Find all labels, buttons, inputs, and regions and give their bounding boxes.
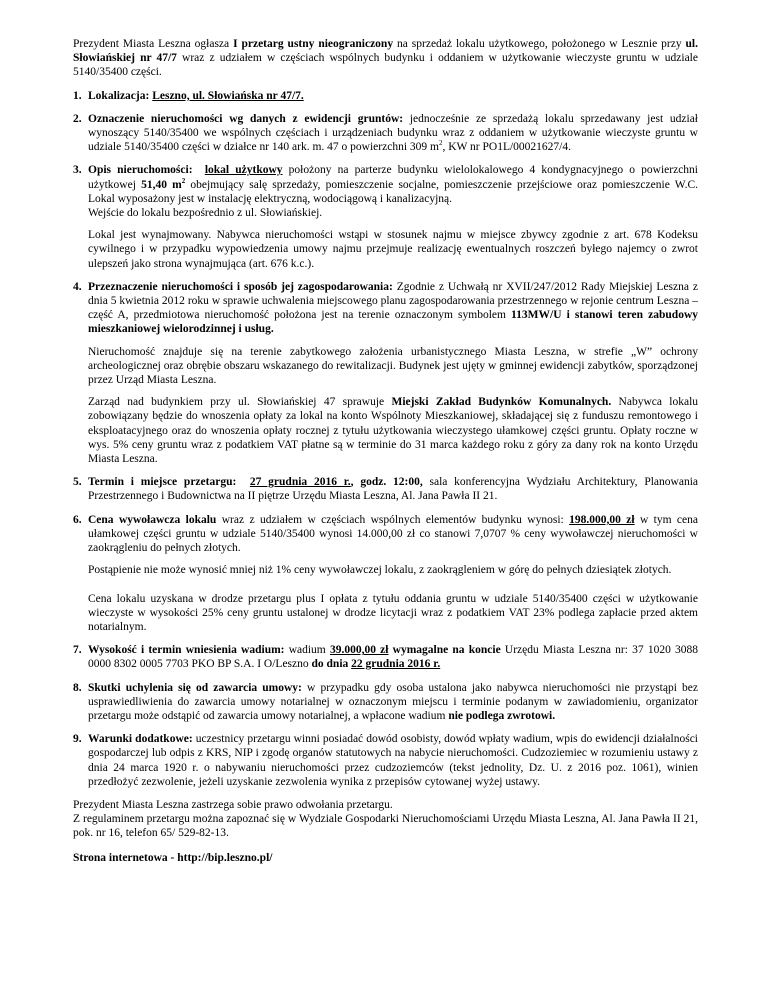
- section-title: Przeznaczenie nieruchomości i sposób jej zagospodarowania:: [88, 280, 393, 293]
- section-number: 2.: [73, 112, 82, 125]
- manager-name: Miejski Zakład Budynków Komunalnych.: [391, 396, 612, 409]
- section-land-registry: [73, 112, 698, 155]
- tender-type: I przetarg ustny nieograniczony: [233, 38, 394, 50]
- section-text: w tym cena ułamkowej części gruntu w udziale 5140/35400 wynosi 14.000,00 zł co stanowi 7,0707 % ceny wywoławczej nieruchomości w zaokrągleniu do pełnych złotych.: [88, 513, 698, 555]
- section-text: , KW nr PO1L/00021627/4.: [442, 141, 571, 154]
- section-text: wraz z udziałem w częściach wspólnych elementów budynku wynosi:: [216, 513, 570, 526]
- object-type: lokal użytkowy: [204, 164, 283, 177]
- payment-paragraph: Cena lokalu uzyskana w drodze przetargu plus I opłata z tytułu oddania gruntu w udziale 5140/35400 części w użytkowanie wieczyste w wysokości 25% ceny gruntu ustalonej w drodze licytacji wraz z podatkiem VAT 23% podlega zapłacie przed aktem notarialnym.: [88, 592, 698, 633]
- section-title: Cena wywoławcza lokalu: [88, 513, 217, 526]
- bank-account: Urzędu Miasta Leszna nr: 37 1020 3088 0000 8302 0005 7703 PKO BP S.A. I O/Leszno: [88, 644, 699, 671]
- property-address: ul. Słowiańskiej nr 47/7: [73, 38, 698, 65]
- intro-paragraph: [73, 37, 698, 80]
- intro-text: wraz z udziałem w częściach wspólnych budynku i oddaniem w użytkowanie wieczyste gruntu w udziale 5140/35400 części.: [73, 52, 698, 79]
- regulations-note: Z regulaminem przetargu można zapoznać się w Wydziale Gospodarki Nieruchomościami Urzędu Miasta Leszna, Al. Jana Pawła II 21, pok. nr 16, telefon 65/ 529-82-13.: [73, 813, 698, 840]
- usable-area: 51,40 m: [141, 178, 182, 191]
- starting-price: 198.000,00 zł: [569, 513, 635, 526]
- tender-place: sala konferencyjna Wydziału Architektury, Planowania Przestrzennego i Budownictwa na II piętrze Urzędu Miasta Leszna, Al. Jana Pawła II 21.: [88, 476, 698, 503]
- management-paragraph: Zarząd nad budynkiem przy ul. Słowiańskiej 47 sprawuje Miejski Zakład Budynków Komunalnych. Nabywca lokalu zobowiązany będzie do wnoszenia opłaty za lokal na konto Wspólnoty Mieszkaniowej, składającej się z funduszu remontowego i eksploatacyjnego oraz do wnoszenia opłaty rocznej z tytułu użytkowania wieczystego ułamkowej części gruntu. Opłaty roczne w wys. 5% ceny gruntu wraz z podatkiem VAT płatne są w terminie do 31 marca każdego roku z góry za dany rok na konto Urzędu Miasta Leszna.: [88, 396, 699, 466]
- section-purpose: [73, 280, 698, 466]
- section-deposit: 7. Wysokość i termin wniesienia wadium: wadium 39.000,00 zł wymagalne na koncie Urzędu Miasta Leszna nr: 37 1020 3088 0000 8302 0005 7703 PKO BP S.A. I O/Leszno do dnia 22 grudnia 2016 r.: [73, 644, 699, 671]
- tender-time: , godz. 12:00,: [350, 476, 423, 489]
- deposit-deadline: 22 grudnia 2016 r.: [351, 658, 441, 671]
- section-title: Lokalizacja:: [88, 89, 150, 102]
- intro-text: Prezydent Miasta Leszna ogłasza: [73, 38, 234, 50]
- zoning-symbol: 113MW/U i stanowi teren zabudowy mieszkaniowej wielorodzinnej i usług.: [88, 309, 698, 336]
- closing-paragraph: [73, 798, 698, 841]
- intro-text: na sprzedaż lokalu użytkowego, położonego w Lesznie przy: [393, 38, 686, 50]
- section-location: [73, 89, 698, 103]
- heritage-paragraph: Nieruchomość znajduje się na terenie zabytkowego założenia urbanistycznego Miasta Leszna, w strefie „W” ochrony archeologicznej oraz obrębie obszaru wskazanego do rewitalizacji. Budynek jest ujęty w gminnej ewidencji zabytków, sporządzonej przez Urząd Miasta Leszna.: [88, 345, 698, 387]
- section-title: Opis nieruchomości:: [88, 164, 193, 177]
- section-number: 8.: [73, 681, 82, 694]
- section-additional-conditions: [73, 732, 698, 789]
- tender-date: 27 grudnia 2016 r.: [249, 476, 351, 489]
- section-text: Zgodnie z Uchwałą nr XVII/247/2012 Rady Miejskiej Leszna z dnia 5 kwietnia 2012 roku w sprawie uchwalenia miejscowego planu zagospodarowania przestrzennego w rejonie centrum Leszna – część A, przedmiotowa nieruchomość położona jest na terenie oznaczonym symbolem: [88, 280, 698, 322]
- superscript: 2: [438, 139, 443, 148]
- section-title: Oznaczenie nieruchomości wg danych z ewidencji gruntów:: [88, 112, 404, 125]
- section-text: obejmujący salę sprzedaży, pomieszczenie socjalne, pomieszczenie przejściowe oraz pomieszczenie W.C. Lokal wyposażony jest w instalację elektryczną, wodociągową i kanalizacyjną.: [88, 178, 698, 205]
- website-link[interactable]: Strona internetowa - http://bip.leszno.pl/: [73, 851, 273, 864]
- cancellation-note: Prezydent Miasta Leszna zastrzega sobie prawo odwołania przetargu.: [73, 798, 393, 811]
- section-number: 1.: [73, 89, 82, 102]
- deposit-amount: 39.000,00 zł: [329, 644, 389, 657]
- section-number: 5.: [73, 476, 82, 489]
- section-consequences: [73, 681, 698, 724]
- section-price: [73, 513, 698, 634]
- section-title: Wysokość i termin wniesienia wadium:: [88, 644, 285, 657]
- section-text: w przypadku gdy osoba ustalona jako nabywca nieruchomości nie przystąpi bez usprawiedliwienia do zawarcia umowy notarialnej w oznaczonym miejscu i terminie podanym w zawiadomieniu, organizator przetargu może odstąpić od zawarcia umowy notarialnej, a wpłacone wadium: [88, 681, 699, 722]
- section-date-place: [73, 475, 698, 503]
- bid-increment-paragraph: Postąpienie nie może wynosić mniej niż 1% ceny wywoławczej lokalu, z zaokrągleniem w górę do pełnych dziesiątek złotych.: [88, 564, 672, 577]
- section-text: jednocześnie ze sprzedażą lokalu sprzedawany jest udział wynoszący 5140/35400 we wspólnych częściach i urządzeniach budynku wraz z oddaniem w użytkowanie wieczyste gruntu w udziale 5140/35400 części w działce nr 140 ark. m. 47 o powierzchni 309 m: [88, 112, 698, 154]
- lease-paragraph: Lokal jest wynajmowany. Nabywca nieruchomości wstąpi w stosunek najmu w miejsce zbywcy zgodnie z art. 678 Kodeksu cywilnego i w przypadku wypowiedzenia umowy najmu przejmuje realizację ewentualnych roszczeń byłego najemcy o zwrot ulepszeń jako strona wynajmująca (art. 676 k.c.).: [88, 229, 698, 270]
- section-title: Skutki uchylenia się od zawarcia umowy:: [88, 681, 302, 694]
- section-description: [73, 163, 698, 270]
- section-number: 7.: [73, 644, 82, 657]
- location-value: Leszno, ul. Słowiańska nr 47/7.: [152, 89, 304, 102]
- section-number: 4.: [73, 280, 82, 293]
- section-number: 6.: [73, 513, 82, 526]
- section-title: Warunki dodatkowe:: [88, 733, 193, 746]
- superscript: 2: [181, 176, 186, 185]
- section-title: Termin i miejsce przetargu:: [88, 476, 237, 489]
- section-text: Wejście do lokalu bezpośrednio z ul. Słowiańskiej.: [88, 207, 323, 220]
- non-refundable-note: nie podlega zwrotowi.: [448, 709, 556, 722]
- sections-list: [73, 89, 698, 789]
- section-number: 9.: [73, 733, 82, 746]
- section-number: 3.: [73, 164, 82, 177]
- section-text: położony na parterze budynku wielolokalowego 4 kondygnacyjnego o powierzchni użytkowej: [88, 164, 698, 191]
- section-text: uczestnicy przetargu winni posiadać dowód osobisty, dowód wpłaty wadium, wpis do ewidencji działalności gospodarczej lub odpis z KRS, NIP i zgodę organów statutowych na nabycie nieruchomości. Cudzoziemiec w rozumieniu ustawy z dnia 24 marca 1920 r. o nabywaniu nieruchomości przez cudzoziemców (tekst jednolity, Dz. U. z 2016 poz. 1061), winien przedłożyć zezwolenie, jeżeli uzyskanie zezwolenia wynika z przepisów cytowanej wyżej ustawy.: [88, 733, 698, 788]
